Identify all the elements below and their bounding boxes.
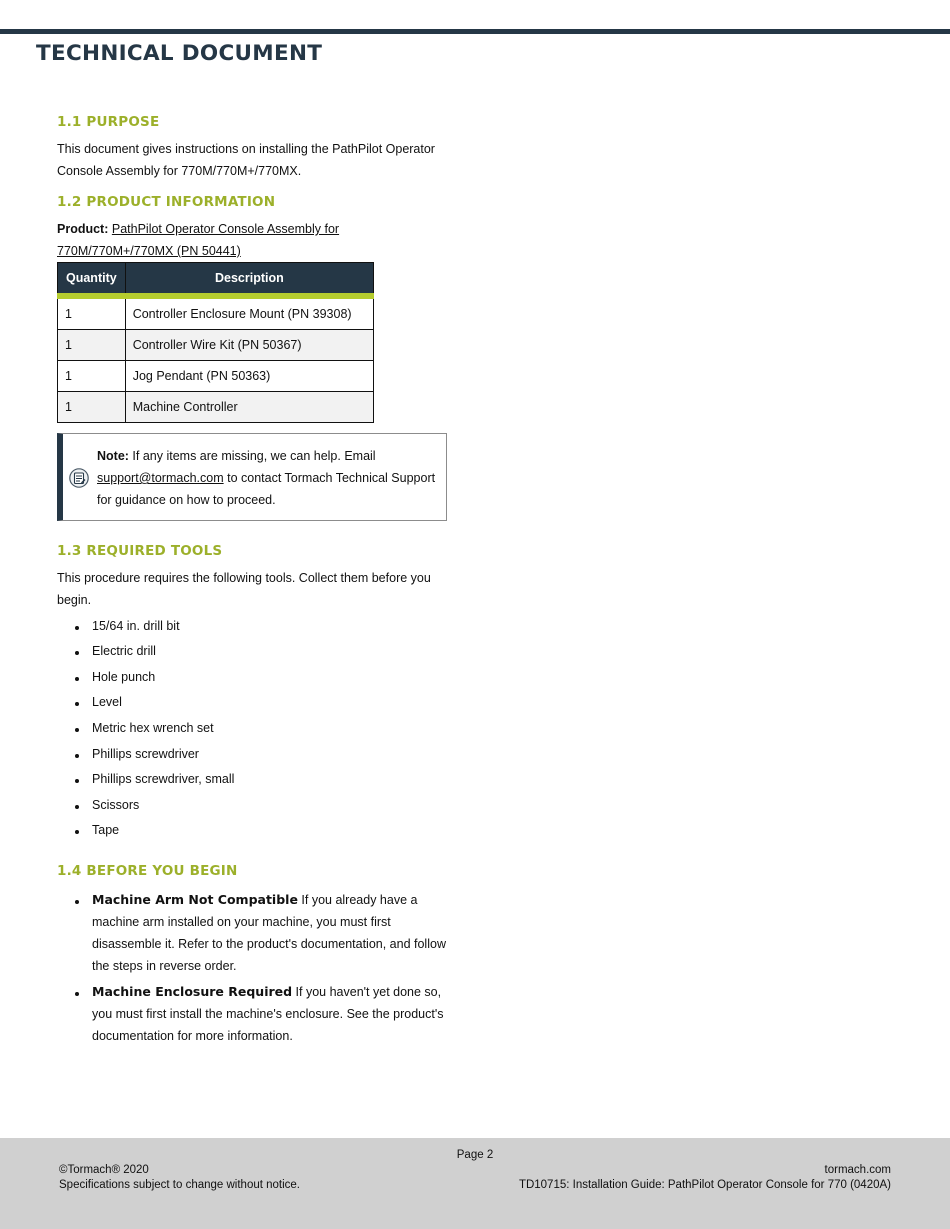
- item-text: If you already have a machine arm installed on your machine, you must first disassemble it. Refer to the product's documentation, and follow the steps in reverse order.: [92, 893, 446, 974]
- note-callout: [57, 433, 447, 521]
- document-id: TD10715: Installation Guide: PathPilot Operator Console for 770 (0420A): [518, 1179, 891, 1191]
- note-label: Note:: [97, 449, 129, 463]
- table-header-row: [58, 263, 374, 297]
- product-line: [57, 218, 452, 262]
- parts-table: [57, 262, 374, 423]
- spec-notice: Specifications subject to change without notice.: [59, 1179, 301, 1191]
- purpose-text: This document gives instructions on installing the PathPilot Operator Console Assembly for 770M/770M+/770MX.: [57, 142, 435, 178]
- quantity-cell: 1: [58, 392, 126, 423]
- page-footer: [0, 1138, 950, 1229]
- list-item: Metric hex wrench set: [57, 717, 452, 739]
- description-cell: Controller Wire Kit (PN 50367): [125, 330, 373, 361]
- table-row: [58, 361, 374, 392]
- description-cell: Jog Pendant (PN 50363): [125, 361, 373, 392]
- required-tools-heading: 1.3 REQUIRED TOOLS: [57, 543, 223, 559]
- note-pad-icon: [69, 468, 89, 488]
- description-header: Description: [125, 263, 373, 297]
- tools-list: [57, 615, 452, 842]
- item-lead: Machine Enclosure Required: [92, 984, 293, 1000]
- list-item: [57, 981, 452, 1047]
- note-text-after: to contact Tormach Technical Support for guidance on how to proceed.: [97, 471, 436, 507]
- quantity-cell: 1: [58, 361, 126, 392]
- product-name: PathPilot Operator Console Assembly for 770M/770M+/770MX (PN 50441): [57, 222, 340, 258]
- note-text: [97, 445, 437, 511]
- product-info-heading: 1.2 PRODUCT INFORMATION: [57, 194, 276, 210]
- item-lead: Machine Arm Not Compatible: [92, 892, 298, 908]
- list-item: Electric drill: [57, 640, 452, 662]
- product-label: Product:: [57, 222, 109, 236]
- top-rule: [0, 29, 950, 34]
- page-number: Page 2: [456, 1149, 494, 1161]
- table-row: [58, 392, 374, 423]
- list-item: Phillips screwdriver: [57, 743, 452, 765]
- list-item: Phillips screwdriver, small: [57, 768, 452, 790]
- note-text-before: If any items are missing, we can help. Email: [128, 449, 376, 463]
- list-item: 15/64 in. drill bit: [57, 615, 452, 637]
- tools-intro: This procedure requires the following tools. Collect them before you begin.: [57, 571, 431, 607]
- list-item: [57, 889, 452, 977]
- description-cell: Machine Controller: [125, 392, 373, 423]
- document-title: TECHNICAL DOCUMENT: [36, 41, 323, 66]
- item-text: If you haven't yet done so, you must first install the machine's enclosure. See the product's documentation for more information.: [92, 985, 444, 1044]
- table-row: [58, 296, 374, 330]
- purpose-heading: 1.1 PURPOSE: [57, 114, 160, 130]
- table-row: [58, 330, 374, 361]
- before-you-begin-list: [57, 889, 452, 1047]
- list-item: Tape: [57, 819, 452, 841]
- before-you-begin-heading: 1.4 BEFORE YOU BEGIN: [57, 863, 238, 880]
- list-item: Hole punch: [57, 666, 452, 688]
- list-item: Scissors: [57, 794, 452, 816]
- quantity-cell: 1: [58, 330, 126, 361]
- description-cell: Controller Enclosure Mount (PN 39308): [125, 296, 373, 330]
- website-link[interactable]: tormach.com: [824, 1164, 891, 1176]
- support-email-link[interactable]: support@tormach.com: [97, 471, 224, 485]
- main-column: [57, 110, 452, 1047]
- list-item: Level: [57, 691, 452, 713]
- copyright: ©Tormach® 2020: [59, 1164, 149, 1176]
- quantity-cell: 1: [58, 296, 126, 330]
- quantity-header: Quantity: [58, 263, 126, 297]
